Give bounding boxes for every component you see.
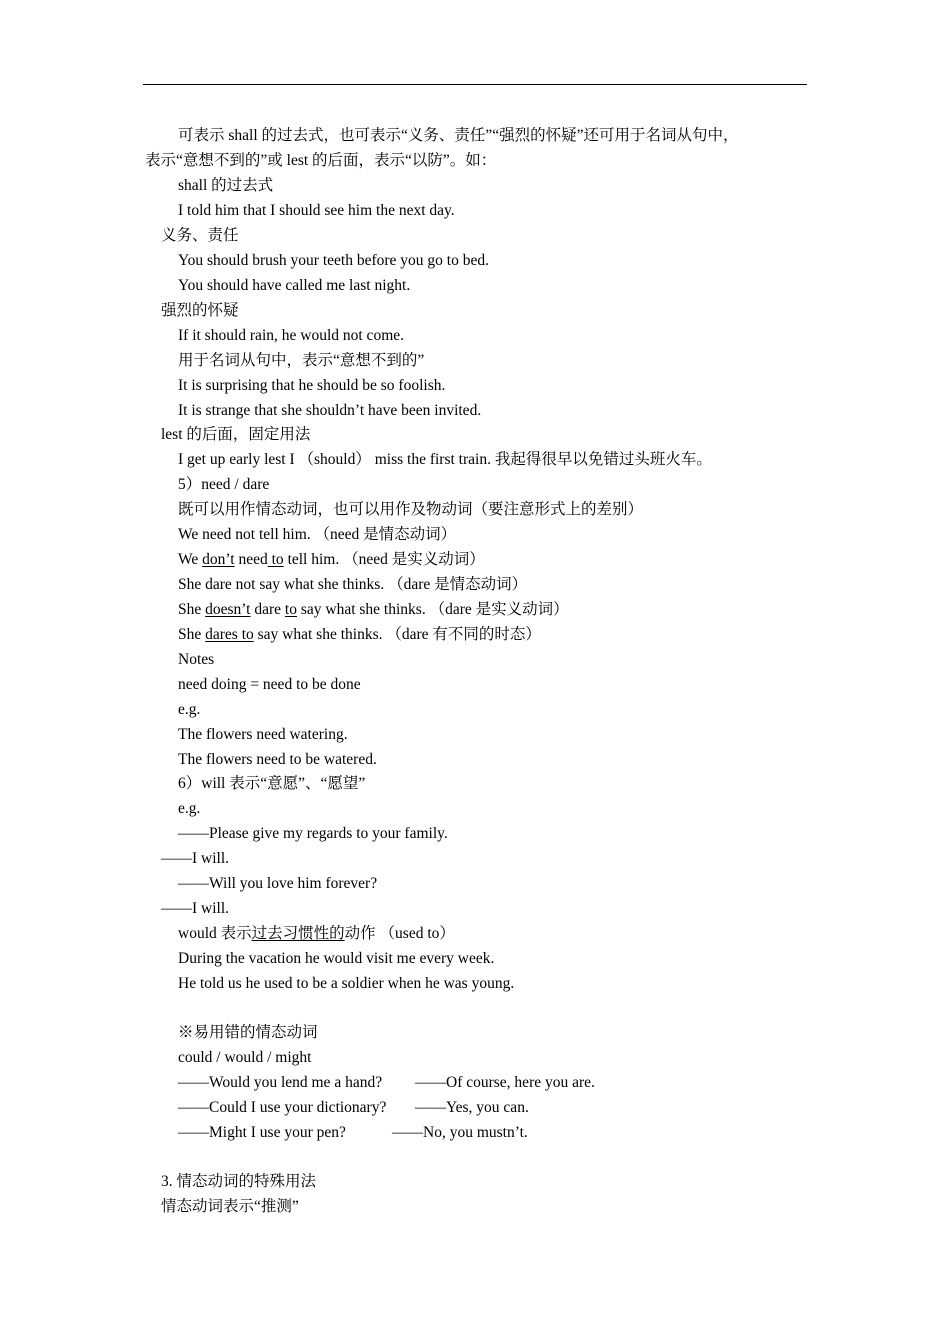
duty-example-2: You should have called me last night. bbox=[178, 277, 411, 294]
shall-past-heading: shall 的过去式 bbox=[178, 177, 274, 194]
will-dialog-2-question: ——Will you love him forever? bbox=[178, 875, 378, 892]
need-watering-example: The flowers need watering. bbox=[178, 726, 348, 743]
will-eg-label: e.g. bbox=[178, 800, 201, 817]
duty-heading: 义务、责任 bbox=[161, 227, 239, 244]
noun-clause-heading: 用于名词从句中，表示“意想不到的” bbox=[178, 352, 425, 369]
need-dare-description: 既可以用作情态动词，也可以用作及物动词（要注意形式上的差别） bbox=[178, 501, 644, 518]
errors-dialog-2-question: ——Could I use your dictionary? bbox=[178, 1099, 387, 1116]
errors-dialog-2-answer: ——Yes, you can. bbox=[415, 1099, 529, 1116]
lest-example: I get up early lest I （should） miss the first train. 我起得很早以免错过头班火车。 bbox=[178, 451, 712, 468]
special-usage-subheading: 情态动词表示“推测” bbox=[161, 1198, 299, 1215]
errors-list: could / would / might bbox=[178, 1049, 312, 1066]
special-usage-heading: 3. 情态动词的特殊用法 bbox=[161, 1173, 317, 1190]
will-dialog-1-question: ——Please give my regards to your family. bbox=[178, 825, 448, 842]
errors-dialog-3-answer: ——No, you mustn’t. bbox=[392, 1124, 528, 1141]
dare-example-modal: She dare not say what she thinks. （dare 是情态动词） bbox=[178, 576, 528, 593]
notes-label: Notes bbox=[178, 651, 215, 668]
errors-heading: ※易用错的情态动词 bbox=[178, 1024, 318, 1041]
will-heading: 6）will 表示“意愿”、“愿望” bbox=[178, 775, 366, 792]
shall-past-example: I told him that I should see him the next day. bbox=[178, 202, 455, 219]
noun-clause-example-2: It is strange that she shouldn’t have been invited. bbox=[178, 402, 482, 419]
need-example-modal: We need not tell him. （need 是情态动词） bbox=[178, 526, 457, 543]
header-rule bbox=[143, 84, 807, 85]
need-doing-rule: need doing = need to be done bbox=[178, 676, 361, 693]
doubt-example: If it should rain, he would not come. bbox=[178, 327, 404, 344]
would-example-2: He told us he used to be a soldier when he was young. bbox=[178, 975, 515, 992]
lest-heading: lest 的后面，固定用法 bbox=[161, 426, 311, 443]
intro-line-2: 表示“意想不到的”或 lest 的后面，表示“以防”。如： bbox=[145, 152, 497, 169]
doubt-heading: 强烈的怀疑 bbox=[161, 302, 239, 319]
would-example-1: During the vacation he would visit me every week. bbox=[178, 950, 495, 967]
duty-example-1: You should brush your teeth before you go to bed. bbox=[178, 252, 489, 269]
need-dare-heading: 5）need / dare bbox=[178, 476, 270, 493]
errors-dialog-1-answer: ——Of course, here you are. bbox=[415, 1074, 595, 1091]
will-dialog-1-answer: ——I will. bbox=[161, 850, 230, 867]
dare-example-verb: She doesn’t dare to say what she thinks. （dare 是实义动词） bbox=[178, 601, 569, 618]
intro-line-1: 可表示 shall 的过去式，也可表示“义务、责任”“强烈的怀疑”还可用于名词从句中， bbox=[178, 127, 739, 144]
will-dialog-2-answer: ——I will. bbox=[161, 900, 230, 917]
dare-example-tense: She dares to say what she thinks. （dare 有不同的时态） bbox=[178, 626, 541, 643]
eg-label: e.g. bbox=[178, 701, 201, 718]
errors-dialog-3-question: ——Might I use your pen? bbox=[178, 1124, 346, 1141]
noun-clause-example-1: It is surprising that he should be so foolish. bbox=[178, 377, 446, 394]
errors-dialog-1-question: ——Would you lend me a hand? bbox=[178, 1074, 383, 1091]
would-habit-line: would 表示过去习惯性的动作 （used to） bbox=[178, 925, 455, 942]
need-example-verb: We don’t need to tell him. （need 是实义动词） bbox=[178, 551, 485, 568]
need-watered-example: The flowers need to be watered. bbox=[178, 751, 377, 768]
